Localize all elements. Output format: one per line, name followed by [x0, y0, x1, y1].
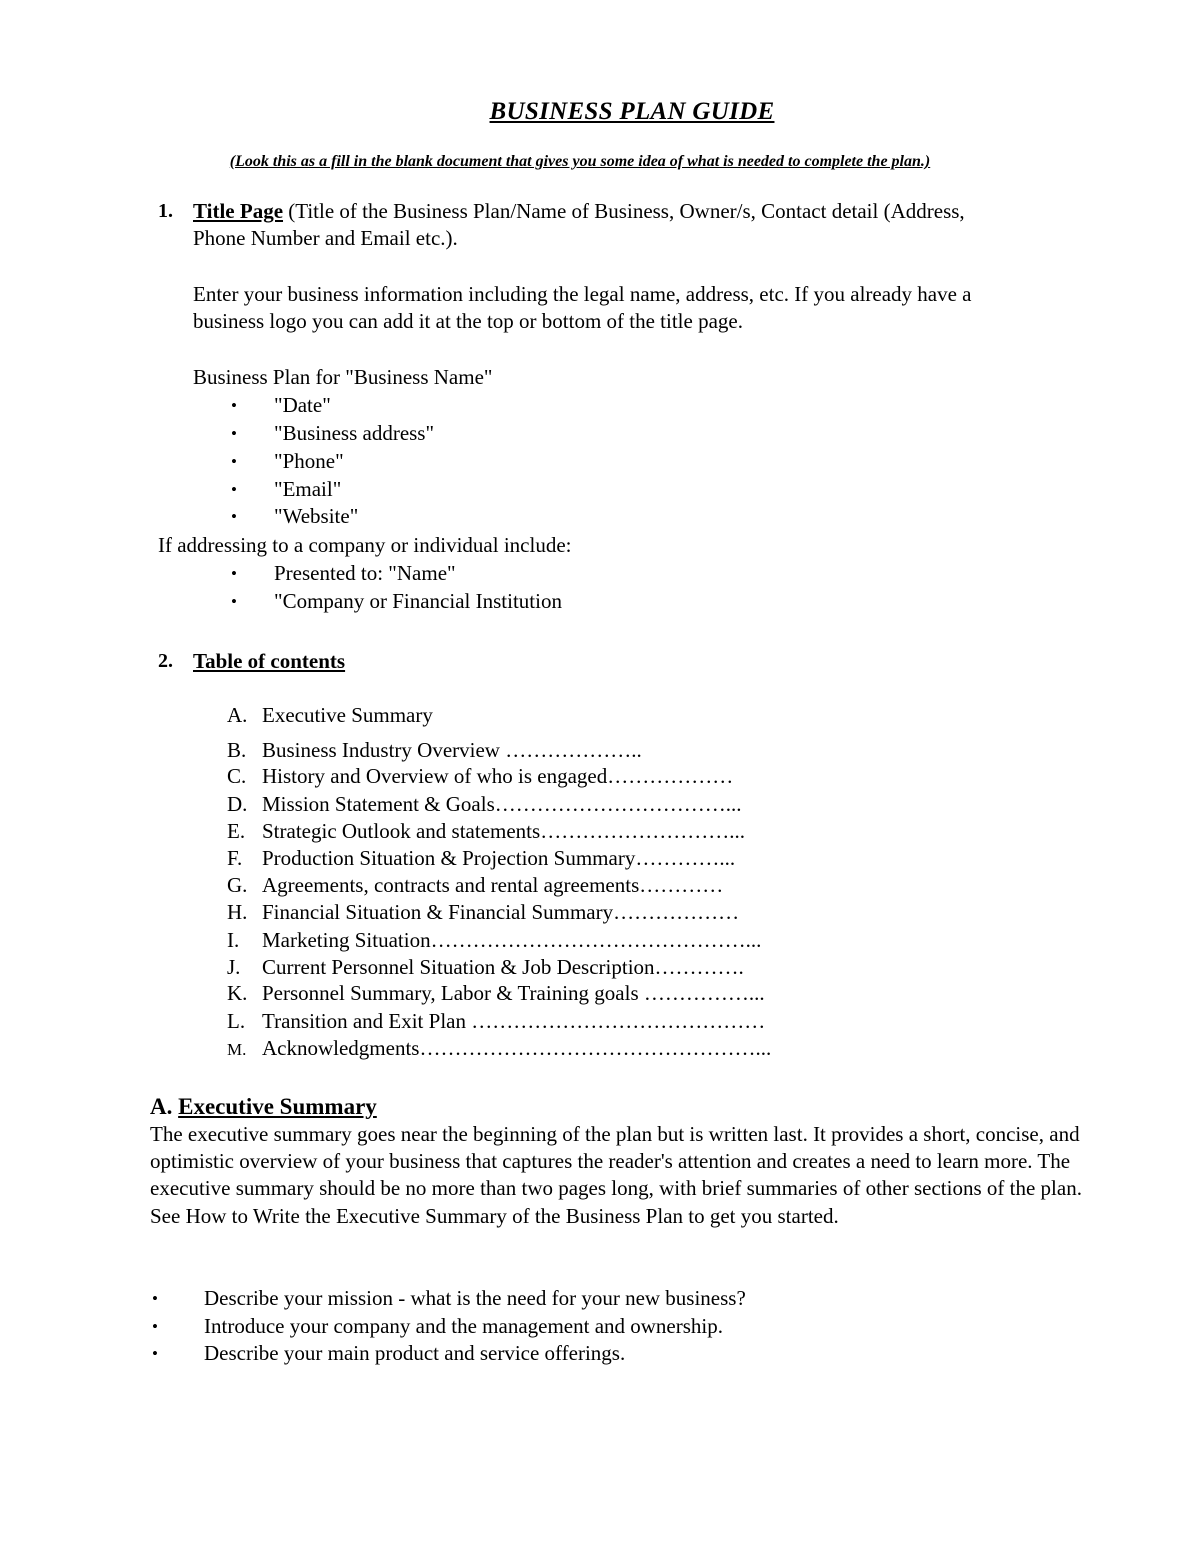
bullet-icon: • [231, 564, 237, 583]
toc-item: Production Situation & Projection Summary…………... [262, 846, 736, 870]
toc-letter: D. [227, 792, 248, 816]
bullet-icon: • [231, 592, 237, 611]
bullet-icon: • [231, 480, 237, 499]
toc-item: Transition and Exit Plan …………………………………… [262, 1009, 766, 1033]
toc-letter: E. [227, 819, 246, 843]
toc-letter: A. [227, 703, 248, 727]
toc-item: Personnel Summary, Labor & Training goals ……………... [262, 981, 765, 1005]
field-email: "Email" [274, 477, 342, 501]
field-business-address: "Business address" [274, 421, 435, 445]
toc-item: Current Personnel Situation & Job Description…………. [262, 955, 744, 979]
document-subtitle: (Look this as a fill in the blank document that gives you some idea of what is needed to complete the plan.) [229, 153, 931, 170]
toc-item: Strategic Outlook and statements………………………... [262, 819, 745, 843]
plan-for-line: Business Plan for "Business Name" [193, 365, 493, 389]
executive-summary-paragraph: The executive summary goes near the beginning of the plan but is written last. It provides a short, concise, and optimistic overview of your business that captures the reader's attention and creates a need to learn more. The executive summary should be no more than two pages long, with brief summaries of other sections of the plan. See How to Write the Executive Summary of the Business Plan to get you started. [150, 1122, 1082, 1228]
toc-item: Marketing Situation………………………………………... [262, 928, 762, 952]
toc-item: Agreements, contracts and rental agreements………… [262, 873, 724, 897]
addressing-intro: If addressing to a company or individual include: [158, 533, 572, 557]
bullet-icon: • [231, 452, 237, 471]
section-1-number: 1. [158, 200, 173, 222]
toc-letter: K. [227, 981, 248, 1005]
field-date: "Date" [274, 393, 331, 417]
bullet-icon: • [152, 1289, 158, 1308]
toc-item: History and Overview of who is engaged……………… [262, 764, 734, 788]
section-1-heading: Title Page [193, 199, 284, 223]
addressing-item-company: "Company or Financial Institution [274, 589, 562, 613]
toc-letter: J. [227, 955, 241, 979]
section-1-heading-line [193, 198, 965, 225]
toc-item: Financial Situation & Financial Summary……………… [262, 900, 740, 924]
bullet-icon: • [152, 1317, 158, 1336]
toc-letter: I. [227, 928, 240, 952]
toc-letter: L. [227, 1009, 246, 1033]
section-a-prefix: A. [150, 1094, 179, 1119]
field-phone: "Phone" [274, 449, 344, 473]
summary-bullet-products: Describe your main product and service offerings. [204, 1341, 626, 1365]
addressing-item-presented-to: Presented to: "Name" [274, 561, 456, 585]
toc-item: Acknowledgments…………………………………………... [262, 1036, 772, 1060]
bullet-icon: • [231, 507, 237, 526]
section-1-heading-rest: (Title of the Business Plan/Name of Business, Owner/s, Contact detail (Address, [283, 199, 965, 223]
section-1-heading-line-2: Phone Number and Email etc.). [193, 226, 458, 250]
section-a-heading-line [150, 1093, 377, 1120]
field-website: "Website" [274, 504, 359, 528]
section-a-heading: Executive Summary [178, 1094, 377, 1119]
toc-letter: B. [227, 738, 247, 762]
toc-letter: H. [227, 900, 248, 924]
bullet-icon: • [231, 424, 237, 443]
toc-letter: M. [227, 1040, 247, 1059]
toc-letter: C. [227, 764, 247, 788]
document-title: BUSINESS PLAN GUIDE [489, 98, 775, 125]
section-1-intro-line-1: Enter your business information including the legal name, address, etc. If you already have a [193, 282, 972, 306]
summary-bullet-company: Introduce your company and the management and ownership. [204, 1314, 724, 1338]
toc-letter: F. [227, 846, 243, 870]
section-2-number: 2. [158, 650, 173, 672]
bullet-icon: • [231, 396, 237, 415]
summary-bullet-mission: Describe your mission - what is the need for your new business? [204, 1286, 746, 1310]
toc-letter: G. [227, 873, 248, 897]
section-2-heading: Table of contents [193, 649, 346, 673]
bullet-icon: • [152, 1344, 158, 1363]
toc-item: Mission Statement & Goals……………………………... [262, 792, 742, 816]
toc-item: Executive Summary [262, 703, 433, 727]
toc-item: Business Industry Overview ……………….. [262, 738, 642, 762]
section-1-intro-line-2: business logo you can add it at the top or bottom of the title page. [193, 309, 743, 333]
